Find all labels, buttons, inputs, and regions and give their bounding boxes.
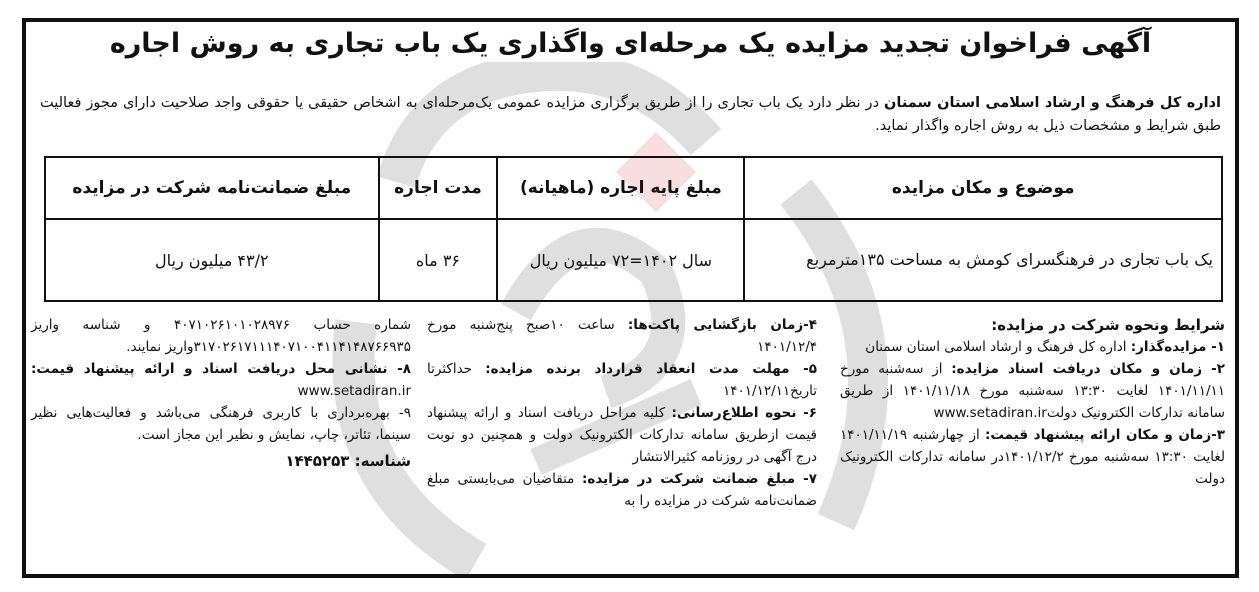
intro-text: در نظر دارد یک باب تجاری را از طریق برگزاری مزایده عمومی یک‌مرحله‌ای به اشخاص حقیقی یا حقوقی واجد صلاحیت دارای مجوز فعالیت طبق شرایط و مشخصات ذیل به روش اجاره واگذار نماید. (40, 95, 1221, 134)
condition-text: از چهارشنبه ۱۴۰۱/۱۱/۱۹ لغایت ۱۳:۳۰ سه‌شنبه مورخ ۱۴۰۱/۱۲/۲در سامانه تدارکات الکترونیک دولت (840, 427, 1226, 487)
conditions-column-1 (840, 314, 1225, 490)
header-guarantee: مبلغ ضمانت‌نامه شرکت در مزایده (45, 157, 379, 219)
condition-label: ۵- مهلت مدت انعقاد قرارداد برنده مزایده: (485, 361, 817, 377)
header-subject: موضوع و مکان مزایده (744, 157, 1222, 219)
conditions-column-2 (427, 314, 817, 512)
condition-item (840, 336, 1225, 358)
condition-item (840, 424, 1225, 490)
condition-item (840, 358, 1225, 424)
condition-label: ۳-زمان و مکان ارائه پیشنهاد قیمت: (984, 427, 1225, 443)
condition-item: ۹- بهره‌برداری با کاربری فرهنگی می‌باشد و فعالیت‌هایی نظیر سینما، تئاتر، چاپ، نمایش و نظیر این مجاز است. (31, 405, 411, 443)
organization-name: اداره کل فرهنگ و ارشاد اسلامی استان سمنان (884, 95, 1222, 111)
condition-label: ۱- مزایده‌گذار: (1130, 339, 1225, 355)
condition-text: از سه‌شنبه مورخ ۱۴۰۱/۱۱/۱۱ لغایت ۱۳:۳۰ سه‌شنبه مورخ ۱۴۰۱/۱۱/۱۸ از طریق سامانه تدارکات الکترونیک دولتwww.setadiran.ir (840, 361, 1226, 421)
condition-text: کلیه مراحل دریافت اسناد و ارائه پیشنهاد قیمت ازطریق سامانه تدارکات الکترونیک دولت و همچنین دو نوبت درج آگهی در روزنامه کثیرالانتشار (427, 405, 817, 465)
condition-label: ۶- نحوه اطلاع‌رسانی: (671, 405, 817, 421)
auction-table (44, 156, 1223, 302)
page-title: آگهی فراخوان تجدید مزایده یک مرحله‌ای واگذاری یک باب تجاری به روش اجاره (109, 28, 1152, 59)
condition-item (427, 358, 817, 402)
condition-text: متقاضیان می‌بایستی مبلغ ضمانت‌نامه شرکت در مزایده را به (427, 471, 817, 509)
ad-id: شناسه: ۱۴۴۵۲۵۳ (285, 452, 411, 470)
condition-label: ۸- نشانی محل دریافت اسناد و ارائه پیشنهاد قیمت: (31, 361, 411, 377)
condition-item (427, 314, 817, 358)
cell-base-rent: سال ۱۴۰۲=۷۲ میلیون ریال (497, 219, 744, 301)
condition-item (427, 468, 817, 512)
table-row (45, 219, 1222, 301)
account-text: شماره حساب ۴۰۷۱۰۲۶۱۰۱۰۲۸۹۷۶ و شناسه واریز ۳۱۷۰۲۶۱۷۱۱۱۴۰۷۱۰۰۴۱۱۴۱۴۸۷۶۶۹۳۵واریز نمایند. (31, 317, 411, 355)
cell-guarantee: ۴۳/۲ میلیون ریال (45, 219, 379, 301)
condition-label: ۲- زمان و مکان دریافت اسناد مزایده: (951, 361, 1225, 377)
table-header-row (45, 157, 1222, 219)
header-duration: مدت اجاره (379, 157, 498, 219)
ad-frame (22, 18, 1239, 578)
conditions-column-3 (31, 314, 411, 472)
header-base-rent: مبلغ پایه اجاره (ماهیانه) (497, 157, 744, 219)
condition-text: ساعت ۱۰صبح پنج‌شنبه مورخ ۱۴۰۱/۱۲/۴ (427, 317, 817, 355)
condition-label: ۴-زمان بازگشایی پاکت‌ها: (627, 317, 817, 333)
condition-text: www.setadiran.ir (297, 383, 411, 399)
condition-label: ۷- مبلغ ضمانت شرکت در مزایده: (581, 471, 817, 487)
cell-subject: یک باب تجاری در فرهنگسرای کومش به مساحت ۱۳۵مترمربع (744, 219, 1222, 301)
intro-paragraph (40, 92, 1221, 138)
cell-duration: ۳۶ ماه (379, 219, 498, 301)
condition-text: اداره کل فرهنگ و ارشاد اسلامی استان سمنان (865, 339, 1131, 355)
condition-item (31, 358, 411, 402)
condition-text: حداکثرتا تاریخ۱۴۰۱/۱۲/۱۱ (427, 361, 817, 399)
conditions-heading: شرایط ونحوه شرکت در مزایده: (991, 316, 1225, 334)
condition-item (427, 402, 817, 468)
